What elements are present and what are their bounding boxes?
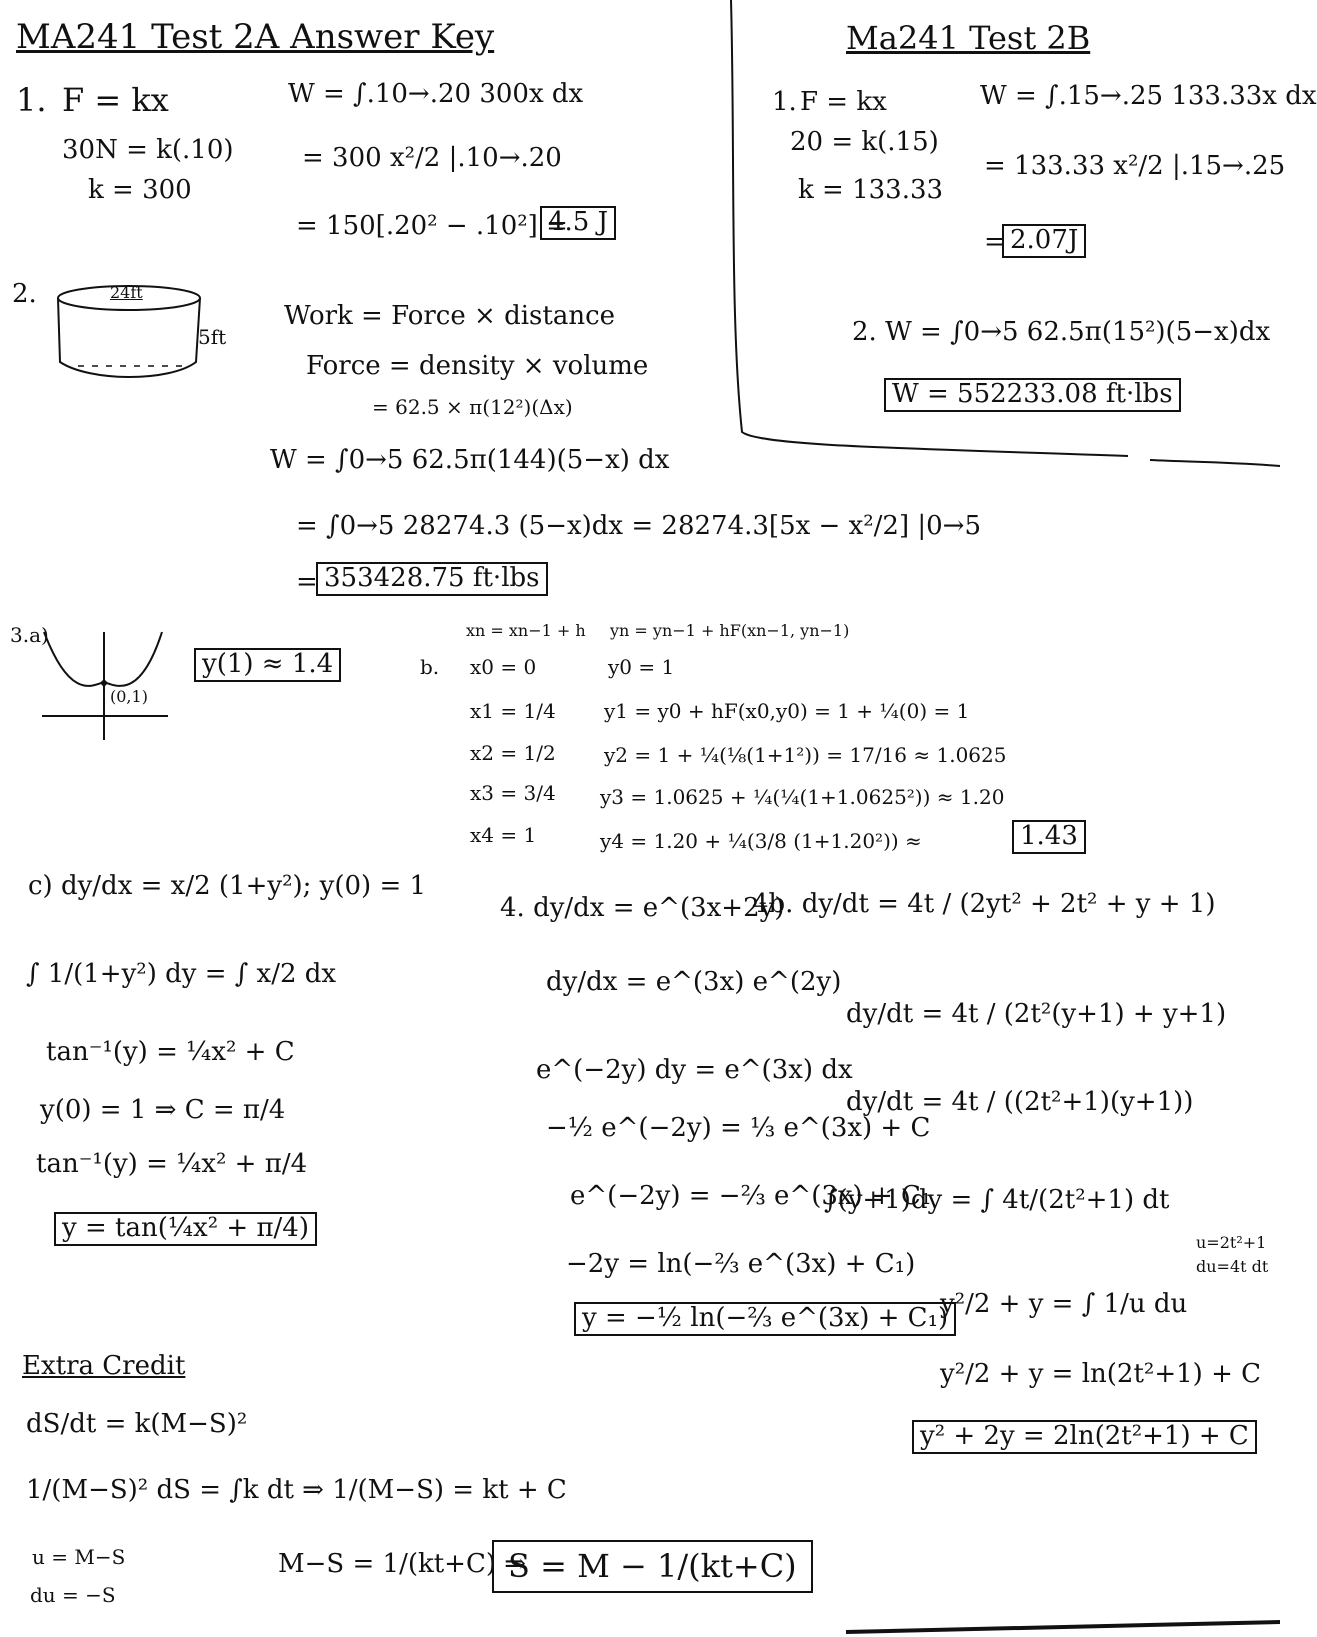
- p3c-line3: tan⁻¹(y) = ¼x² + C: [46, 1037, 295, 1067]
- p4b-line3: dy/dt = 4t / ((2t²+1)(y+1)): [846, 1087, 1194, 1117]
- ec-line5: M−S = 1/(kt+C) ⇒: [278, 1549, 527, 1579]
- p2-line1: Work = Force × distance: [284, 301, 616, 331]
- b2-line1: 2. W = ∫0→5 62.5π(15²)(5−x)dx: [852, 317, 1271, 347]
- p3c-line4: y(0) = 1 ⇒ C = π/4: [40, 1095, 286, 1125]
- p1-work2: = 300 x²/2 |.10→.20: [302, 143, 562, 173]
- p4b-answer: y² + 2y = 2ln(2t²+1) + C: [912, 1420, 1257, 1454]
- p3a-label: 3.a): [10, 623, 49, 647]
- p3c-line1: c) dy/dx = x/2 (1+y²); y(0) = 1: [28, 871, 427, 901]
- b1-eq2: 20 = k(.15): [790, 127, 939, 157]
- test-2b-title: Ma241 Test 2B: [846, 19, 1091, 57]
- p2-line4: W = ∫0→5 62.5π(144)(5−x) dx: [270, 445, 670, 475]
- tank-height: 5ft: [198, 325, 227, 349]
- b1-work1: W = ∫.15→.25 133.33x dx: [980, 81, 1317, 111]
- b2-answer: W = 552233.08 ft·lbs: [884, 378, 1181, 412]
- p4b-line1: 4b. dy/dt = 4t / (2yt² + 2t² + y + 1): [752, 889, 1216, 919]
- p3b-label: b.: [420, 655, 440, 679]
- euler-y3: y3 = 1.0625 + ¼(¼(1+1.0625²)) ≈ 1.20: [600, 785, 1005, 809]
- ec-answer: S = M − 1/(kt+C): [492, 1540, 813, 1593]
- p3a-point: (0,1): [110, 687, 148, 706]
- p4b-line6: y²/2 + y = ln(2t²+1) + C: [940, 1359, 1262, 1389]
- euler-answer: 1.43: [1012, 820, 1086, 854]
- ec-line4: du = −S: [30, 1583, 116, 1607]
- p4b-line4: ∫(y+1)dy = ∫ 4t/(2t²+1) dt: [824, 1185, 1170, 1215]
- extra-credit-title: Extra Credit: [22, 1351, 186, 1381]
- euler-y0: y0 = 1: [608, 655, 675, 679]
- b1-number: 1.: [772, 87, 797, 117]
- p3a-answer: y(1) ≈ 1.4: [194, 648, 341, 682]
- b1-work3: =: [984, 227, 1006, 257]
- p4-line5: e^(−2y) = −⅔ e^(3x) + C₁: [570, 1181, 932, 1211]
- p3c-answer: y = tan(¼x² + π/4): [54, 1212, 317, 1246]
- euler-x0: x0 = 0: [470, 655, 537, 679]
- p1-number: 1.: [16, 81, 47, 119]
- p4-line4: −½ e^(−2y) = ⅓ e^(3x) + C: [546, 1113, 931, 1143]
- p4b-sub2: du=4t dt: [1196, 1257, 1269, 1276]
- p2-line5: = ∫0→5 28274.3 (5−x)dx = 28274.3[5x − x²/2] |0→5: [296, 511, 982, 541]
- euler-x3: x3 = 3/4: [470, 781, 556, 805]
- ec-line2: 1/(M−S)² dS = ∫k dt ⇒ 1/(M−S) = kt + C: [26, 1475, 567, 1505]
- p4b-line5: y²/2 + y = ∫ 1/u du: [940, 1289, 1188, 1319]
- p4-line3: e^(−2y) dy = e^(3x) dx: [536, 1055, 853, 1085]
- euler-y-recurrence: yn = yn−1 + hF(xn−1, yn−1): [610, 621, 850, 640]
- p4-answer: y = −½ ln(−⅔ e^(3x) + C₁): [574, 1302, 956, 1336]
- p1-answer: 4.5 J: [540, 206, 616, 240]
- p1-eq1: F = kx: [62, 81, 169, 119]
- ec-line3: u = M−S: [32, 1545, 126, 1569]
- p2-answer: 353428.75 ft·lbs: [316, 562, 548, 596]
- tank-diameter: 24ft: [110, 283, 143, 302]
- p2-line2: Force = density × volume: [306, 351, 649, 381]
- euler-y4: y4 = 1.20 + ¼(3/8 (1+1.20²)) ≈: [600, 829, 922, 853]
- p4-line1: 4. dy/dx = e^(3x+2y): [500, 893, 785, 923]
- p2-line6: =: [296, 567, 318, 597]
- p1-work1: W = ∫.10→.20 300x dx: [288, 79, 584, 109]
- euler-x4: x4 = 1: [470, 823, 537, 847]
- page-title: MA241 Test 2A Answer Key: [16, 17, 495, 57]
- p2-line3: = 62.5 × π(12²)(Δx): [372, 395, 573, 419]
- euler-y2: y2 = 1 + ¼(⅛(1+1²)) = 17/16 ≈ 1.0625: [604, 743, 1007, 767]
- p4-line6: −2y = ln(−⅔ e^(3x) + C₁): [566, 1249, 916, 1279]
- p1-eq2: 30N = k(.10): [62, 135, 234, 165]
- b1-eq1: F = kx: [800, 87, 887, 117]
- ec-line1: dS/dt = k(M−S)²: [26, 1409, 248, 1439]
- p3c-line2: ∫ 1/(1+y²) dy = ∫ x/2 dx: [26, 959, 337, 989]
- p4b-sub1: u=2t²+1: [1196, 1233, 1267, 1252]
- p3c-line5: tan⁻¹(y) = ¼x² + π/4: [36, 1149, 308, 1179]
- b1-work2: = 133.33 x²/2 |.15→.25: [984, 151, 1286, 181]
- p1-work3: = 150[.20² − .10²] =: [296, 211, 568, 241]
- euler-x2: x2 = 1/2: [470, 741, 556, 765]
- euler-y1: y1 = y0 + hF(x0,y0) = 1 + ¼(0) = 1: [604, 699, 970, 723]
- p4b-line2: dy/dt = 4t / (2t²(y+1) + y+1): [846, 999, 1227, 1029]
- b1-eq3: k = 133.33: [798, 175, 944, 205]
- euler-x1: x1 = 1/4: [470, 699, 556, 723]
- p2-number: 2.: [12, 279, 37, 309]
- p1-eq3: k = 300: [88, 175, 192, 205]
- b1-answer: 2.07J: [1002, 224, 1086, 258]
- euler-x-recurrence: xn = xn−1 + h: [466, 621, 586, 640]
- p4-line2: dy/dx = e^(3x) e^(2y): [546, 967, 842, 997]
